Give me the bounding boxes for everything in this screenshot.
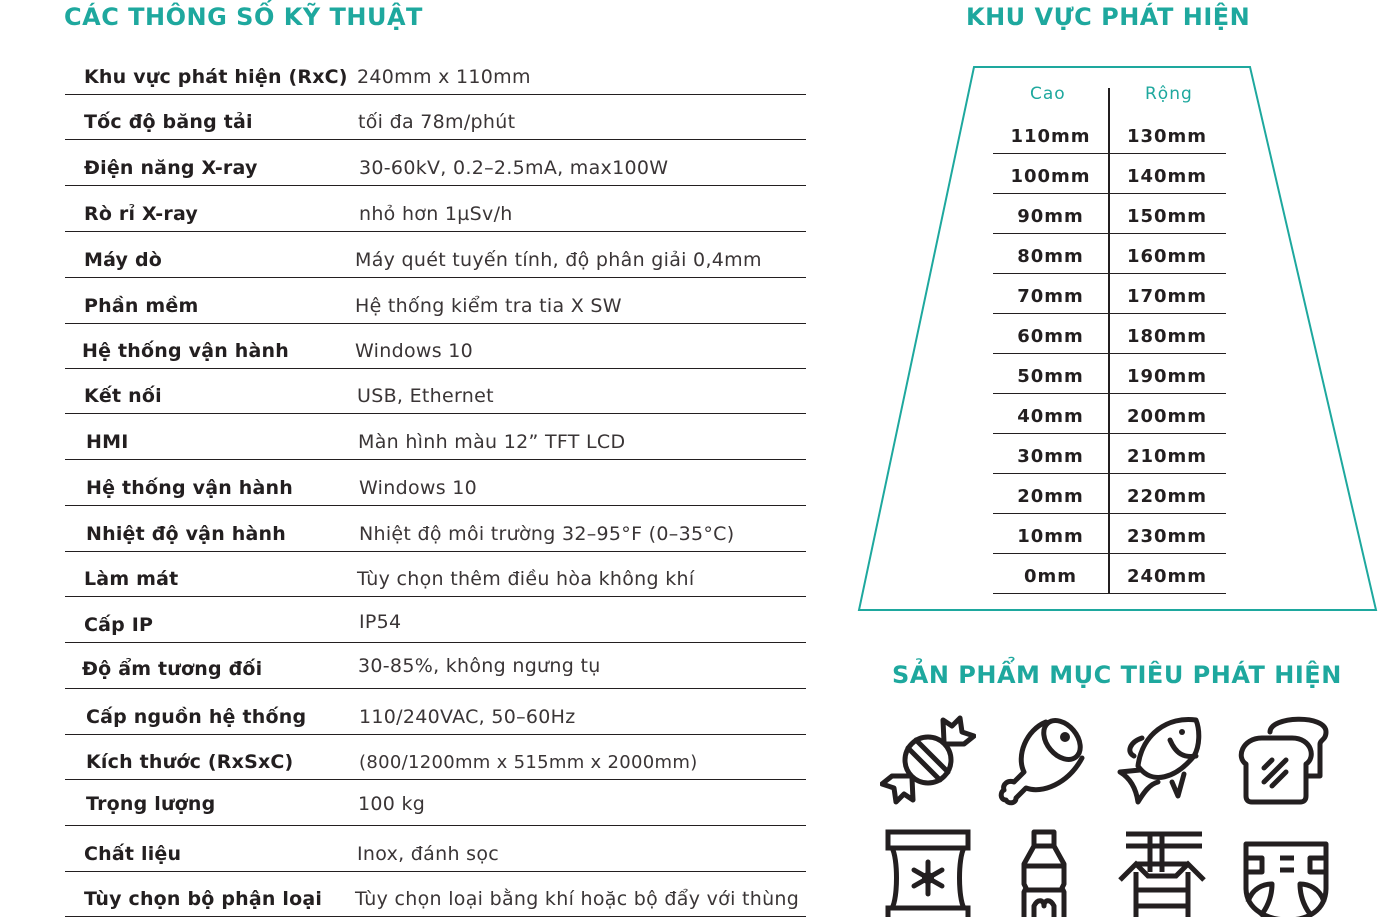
diaper-icon [1240,828,1336,917]
spec-label: Cấp IP [84,614,154,636]
spec-label: Kết nối [84,385,162,407]
spec-label: Tùy chọn bộ phận loại [84,888,323,910]
spec-label: Điện năng X-ray [84,157,258,179]
spec-row [65,597,806,643]
spec-row [65,369,806,414]
area-height-cell: 70mm [1017,286,1084,307]
bread-icon [1234,712,1330,808]
spec-row [65,95,806,140]
spec-value: Tùy chọn thêm điều hòa không khí [357,568,695,590]
area-height-cell: 50mm [1017,366,1084,387]
spec-value: 30-85%, không ngưng tụ [358,655,601,677]
area-height-cell: 100mm [1010,166,1091,187]
area-row [993,554,1226,594]
spec-value: Windows 10 [355,340,474,362]
area-height-cell: 80mm [1017,246,1084,267]
spec-value: tối đa 78m/phút [358,111,516,133]
spec-row [65,460,806,506]
spec-value: IP54 [359,611,402,633]
detection-area-title: KHU VỰC PHÁT HIỆN [966,3,1251,31]
area-width-cell: 240mm [1126,566,1208,587]
spec-value: 110/240VAC, 50–60Hz [359,706,576,728]
frozen-pack-icon [880,828,976,917]
spec-value: 100 kg [358,793,426,815]
area-width-cell: 160mm [1126,246,1208,267]
area-height-cell: 110mm [1010,126,1091,147]
meat-leg-icon [994,712,1090,808]
spec-row [65,140,806,186]
spec-value: USB, Ethernet [357,385,494,407]
area-width-cell: 150mm [1126,206,1208,227]
area-row [993,354,1226,394]
spec-value: Hệ thống kiểm tra tia X SW [355,295,622,317]
area-height-cell: 40mm [1017,406,1084,427]
spec-row [65,552,806,597]
area-row [993,434,1226,474]
area-row [993,234,1226,274]
area-height-cell: 20mm [1017,486,1084,507]
spec-label: Hệ thống vận hành [86,477,293,499]
spec-label: Độ ẩm tương đối [82,658,263,680]
area-row [993,274,1226,314]
area-height-cell: 10mm [1017,526,1084,547]
area-width-cell: 140mm [1126,166,1208,187]
area-row [993,194,1226,234]
area-height-cell: 60mm [1017,326,1084,347]
spec-row [65,506,806,552]
area-height-cell: 90mm [1017,206,1084,227]
spec-value: Inox, đánh sọc [357,843,500,865]
area-header-width: Rộng [1145,84,1193,104]
area-width-cell: 180mm [1126,326,1208,347]
spec-row [65,643,806,689]
spec-label: HMI [86,431,129,453]
spec-row [65,872,806,917]
area-height-cell: 30mm [1017,446,1084,467]
area-width-cell: 210mm [1126,446,1208,467]
spec-row [65,689,806,735]
spec-label: Làm mát [84,568,179,590]
spec-label: Rò rỉ X-ray [84,203,198,225]
spec-value: Tùy chọn loại bằng khí hoặc bộ đẩy với thùng [355,888,800,910]
spec-row [65,52,806,95]
spec-label: Khu vực phát hiện (RxC) [84,66,348,88]
spec-value: 30-60kV, 0.2–2.5mA, max100W [359,157,669,179]
spec-label: Nhiệt độ vận hành [86,523,286,545]
candy-icon [880,712,976,808]
spec-label: Hệ thống vận hành [82,340,289,362]
area-width-cell: 190mm [1126,366,1208,387]
spec-row [65,324,806,369]
area-width-cell: 130mm [1126,126,1208,147]
spec-label: Máy dò [84,249,162,271]
area-row [993,394,1226,434]
spec-row [65,278,806,324]
spec-value: nhỏ hơn 1µSv/h [359,203,513,225]
spec-value: Nhiệt độ môi trường 32–95°F (0–35°C) [359,523,735,545]
spec-row [65,414,806,460]
area-row [993,314,1226,354]
spec-label: Kích thước (RxSxC) [86,751,294,773]
spec-label: Phần mềm [84,295,199,317]
spec-value: Màn hình màu 12” TFT LCD [358,431,626,453]
area-row [993,474,1226,514]
specs-title: CÁC THÔNG SỐ KỸ THUẬT [64,3,423,31]
spec-label: Cấp nguồn hệ thống [86,706,307,728]
spec-row [65,232,806,278]
area-row [993,154,1226,194]
spec-value: Máy quét tuyến tính, độ phân giải 0,4mm [355,249,762,271]
area-row [993,114,1226,154]
spec-label: Trọng lượng [86,793,216,815]
area-height-cell: 0mm [1023,566,1078,587]
spec-value: 240mm x 110mm [357,66,531,88]
area-width-cell: 170mm [1126,286,1208,307]
spec-value: (800/1200mm x 515mm x 2000mm) [359,752,698,773]
fish-icon [1112,712,1208,808]
bottle-icon [996,828,1092,917]
spec-row [65,826,806,872]
area-width-cell: 230mm [1126,526,1208,547]
spec-value: Windows 10 [359,477,478,499]
area-width-cell: 220mm [1126,486,1208,507]
noodle-cup-icon [1114,828,1210,917]
spec-row [65,735,806,780]
spec-label: Tốc độ băng tải [84,111,253,133]
spec-row [65,186,806,232]
area-header-height: Cao [1030,84,1066,104]
area-row [993,514,1226,554]
spec-label: Chất liệu [84,843,182,865]
target-products-title: SẢN PHẨM MỤC TIÊU PHÁT HIỆN [892,661,1342,689]
area-width-cell: 200mm [1126,406,1208,427]
spec-row [65,780,806,826]
